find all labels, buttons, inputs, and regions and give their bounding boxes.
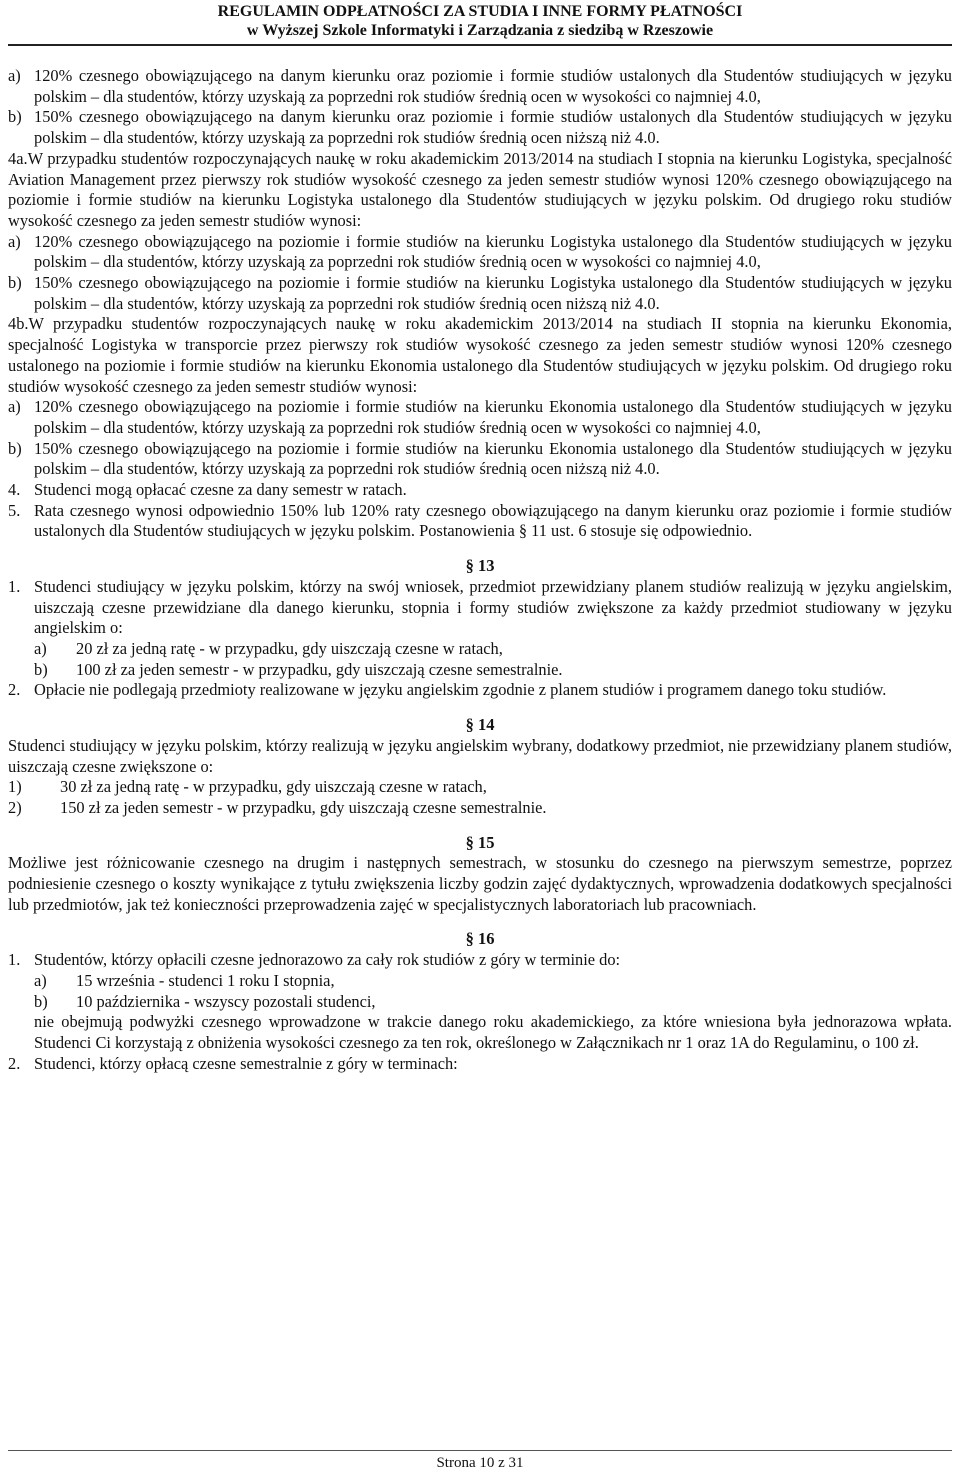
- paragraph-4a: [8, 149, 952, 232]
- section-heading-16: § 16: [465, 929, 495, 949]
- sub-list-item-text: 100 zł za jeden semestr - w przypadku, gdy uiszczają czesne semestralnie.: [76, 659, 563, 679]
- list-item-label: 1.: [8, 950, 21, 970]
- paragraph-5: [8, 501, 952, 542]
- sub-list-item: [34, 639, 952, 660]
- list-item-text: 120% czesnego obowiązującego na poziomie i formie studiów na kierunku Logistyka ustalonego dla Studentów studiujących w języku polskim – dla studentów, którzy uzyskają za poprzedni rok studiów średnią ocen w wysokości co najmniej 4.0,: [34, 231, 952, 272]
- sub-list-item-label: b): [34, 991, 48, 1011]
- list-item-text: Studenci studiujący w języku polskim, którzy na swój wniosek, przedmiot przewidziany planem studiów realizują w języku angielskim, uiszczają czesne przewidziane dla danego kierunku, stopnia i formy studiów zwiększone za każdy przedmiot studiowany w języku angielskim o:: [34, 576, 952, 638]
- list-item-continuation: nie obejmują podwyżki czesnego wprowadzone w trakcie danego roku akademickiego, za które wniesiona była jednorazowa wpłata. Studenci Ci korzystają z obniżenia wysokości czesnego za ten rok, określonego w Załącznikach nr 1 oraz 1A do Regulaminu, o 100 zł.: [34, 1012, 952, 1052]
- page-footer: [0, 1450, 960, 1474]
- sub-list-item: [34, 660, 952, 681]
- list-item-text: Opłacie nie podlegają przedmioty realizowane w języku angielskim zgodnie z planem studiów i programem danego toku studiów.: [34, 680, 887, 700]
- list-item: [8, 439, 952, 480]
- sub-list-item-text: 10 października - wszyscy pozostali studenci,: [76, 991, 376, 1011]
- list-item-label: 5.: [8, 500, 21, 520]
- list-item-label: a): [8, 397, 21, 417]
- list-item: [8, 798, 952, 819]
- list-item-text: Studenci mogą opłacać czesne za dany semestr w ratach.: [34, 480, 407, 500]
- list-item-text: 150 zł za jeden semestr - w przypadku, gdy uiszczają czesne semestralnie.: [60, 797, 547, 817]
- paragraph-4: [8, 480, 952, 501]
- section-13-list: [8, 577, 952, 701]
- list-item-text: Studenci, którzy opłacą czesne semestralnie z góry w terminach:: [34, 1053, 458, 1073]
- page-number: Strona 10 z 31: [436, 1455, 524, 1471]
- paragraph-4b-prefix: 4b.: [8, 314, 29, 334]
- page-header: [0, 2, 960, 46]
- list-item-label: 4.: [8, 480, 21, 500]
- sub-list-item-label: a): [34, 970, 47, 990]
- list-item: [8, 680, 952, 701]
- list-item: [8, 66, 952, 107]
- section-16-list: [8, 950, 952, 1074]
- sub-list-item: [34, 971, 952, 992]
- list-item-text: Rata czesnego wynosi odpowiednio 150% lub 120% raty czesnego obowiązującego na danym kierunku oraz poziomie i formie studiów ustalonych dla Studentów studiujących w języku polskim. Postanowienia § 11 ust. 6 stosuje się odpowiednio.: [34, 500, 952, 541]
- list-item-text: 150% czesnego obowiązującego na poziomie i formie studiów na kierunku Ekonomia ustalonego dla Studentów studiujących w języku polskim – dla studentów, którzy uzyskają za poprzedni rok studiów średnią ocen niższą niż 4.0.: [34, 438, 952, 479]
- paragraph-4b: [8, 314, 952, 397]
- list-item-text: 150% czesnego obowiązującego na poziomie i formie studiów na kierunku Logistyka ustalonego dla Studentów studiujących w języku polskim – dla studentów, którzy uzyskają za poprzedni rok studiów średnią ocen niższą niż 4.0.: [34, 273, 952, 313]
- paragraph-4a-prefix: 4a.: [8, 148, 28, 168]
- sub-list-item-label: a): [34, 638, 47, 658]
- list-item-text: 120% czesnego obowiązującego na poziomie i formie studiów na kierunku Ekonomia ustalonego dla Studentów studiujących w języku polskim – dla studentów, którzy uzyskają za poprzedni rok studiów średnią ocen w wysokości co najmniej 4.0,: [34, 397, 952, 437]
- section-15-text: Możliwe jest różnicowanie czesnego na drugim i następnych semestrach, w stosunku do czesnego na pierwszym semestrze, poprzez podniesienie czesnego o koszty wynikające z tytułu zwiększenia liczby godzin zajęć dydaktycznych, wprowadzenia dodatkowych specjalności lub przedmiotów, jak też konieczności przeprowadzenia zajęć w specjalistycznych laboratoriach lub pracowniach.: [8, 853, 952, 914]
- document-body: [8, 66, 952, 1074]
- section-14-text: Studenci studiujący w języku polskim, którzy realizują w języku angielskim wybrany, dodatkowy przedmiot, nie przewidziany planem studiów, uiszczają czesne zwiększone o:: [8, 735, 952, 776]
- list-item: [8, 950, 952, 971]
- paragraph-4a-text: W przypadku studentów rozpoczynających naukę w roku akademickim 2013/2014 na studiach I stopnia na kierunku Logistyka, specjalność Aviation Management przez pierwszy rok studiów wysokość czesnego za jeden semestr studiów wynosi 120% czesnego obowiązującego na poziomie i formie studiów na kierunku Logistyka ustalonego dla Studentów studiujących w języku polskim. Od drugiego roku studiów wysokość czesnego za jeden semestr studiów wynosi:: [8, 148, 952, 230]
- list-item-label: 1): [8, 777, 22, 797]
- sub-list-item: [34, 992, 952, 1013]
- list-item-label: 2.: [8, 1053, 21, 1073]
- list-item-text: Studentów, którzy opłacili czesne jednorazowo za cały rok studiów z góry w terminie do:: [34, 950, 621, 970]
- list-item: [8, 577, 952, 639]
- list-item-text: 150% czesnego obowiązującego na danym kierunku oraz poziomie i formie studiów ustalonych dla Studentów studiujących w języku polskim – dla studentów, którzy uzyskają za poprzedni rok studiów średnią ocen niższą niż 4.0.: [34, 107, 952, 148]
- list-item-label: 2): [8, 797, 22, 817]
- list-item: [8, 397, 952, 438]
- list-item: [8, 107, 952, 148]
- sub-list-item-label: b): [34, 659, 48, 679]
- list-item-text: 120% czesnego obowiązującego na danym kierunku oraz poziomie i formie studiów ustalonych dla Studentów studiujących w języku polskim – dla studentów, którzy uzyskają za poprzedni rok studiów średnią ocen w wysokości co najmniej 4.0,: [34, 66, 952, 106]
- paragraph-4b-text: W przypadku studentów rozpoczynających naukę w roku akademickim 2013/2014 na studiach II stopnia na kierunku Ekonomia, specjalność Logistyka w transporcie przez pierwszy rok studiów wysokość czesnego za jeden semestr studiów wynosi 120% czesnego ustalonego na poziomie i formie studiów na kierunku Ekonomia ustalonego dla Studentów studiujących w języku polskim. Od drugiego roku studiów wysokość czesnego za jeden semestr studiów wynosi:: [8, 314, 952, 396]
- list-item-label: a): [8, 231, 21, 251]
- sub-list-item-text: 20 zł za jedną ratę - w przypadku, gdy uiszczają czesne w ratach,: [76, 638, 503, 658]
- list-item-label: a): [8, 66, 21, 85]
- list-item-label: b): [8, 107, 22, 127]
- list-item-label: 2.: [8, 680, 21, 700]
- section-14-list: [8, 777, 952, 818]
- list-item-text: 30 zł za jedną ratę - w przypadku, gdy uiszczają czesne w ratach,: [60, 777, 487, 797]
- sub-list-item-text: 15 września - studenci 1 roku I stopnia,: [76, 970, 335, 990]
- list-item-label: 1.: [8, 576, 21, 596]
- section-heading-15: § 15: [465, 832, 495, 852]
- section-heading-13: § 13: [465, 556, 495, 576]
- list-item: [8, 273, 952, 314]
- section-heading-14: § 14: [465, 715, 495, 735]
- list-item: [8, 777, 952, 798]
- list-item: [8, 1054, 952, 1075]
- footer-rule: [8, 1450, 952, 1451]
- header-title: REGULAMIN ODPŁATNOŚCI ZA STUDIA I INNE FORMY PŁATNOŚCI: [217, 3, 743, 20]
- header-subtitle: w Wyższej Szkole Informatyki i Zarządzania z siedzibą w Rzeszowie: [246, 22, 714, 39]
- header-rule: [8, 44, 952, 46]
- list-item-label: b): [8, 273, 22, 293]
- list-item: [8, 232, 952, 273]
- list-item-label: b): [8, 438, 22, 458]
